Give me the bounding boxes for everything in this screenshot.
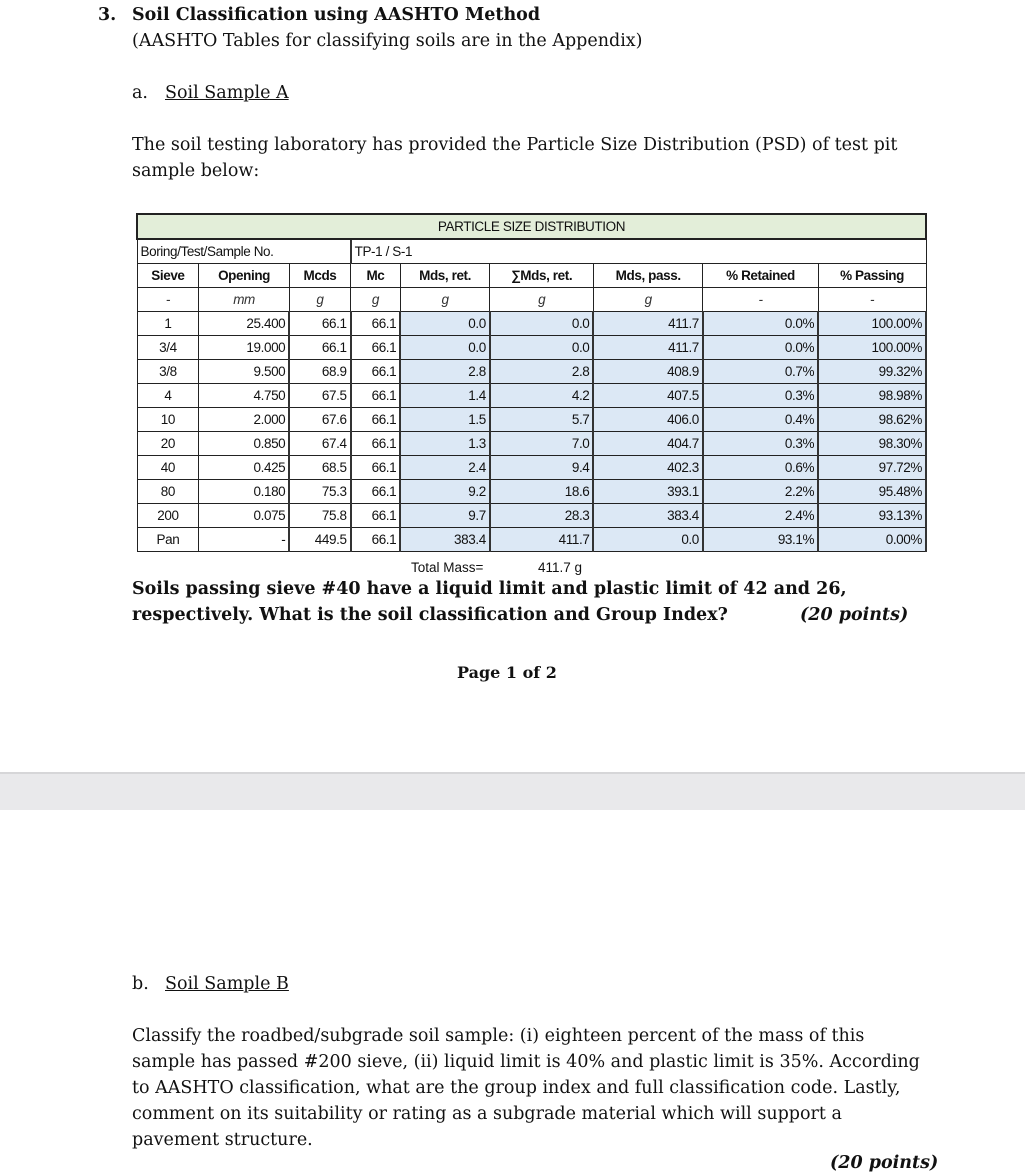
table-row [137, 360, 926, 384]
table-cell: 9.500 [199, 360, 289, 384]
table-cell: 98.62% [818, 408, 926, 432]
table-cell: 200 [137, 504, 199, 528]
table-cell: 66.1 [289, 312, 350, 336]
table-row [137, 408, 926, 432]
table-row [137, 480, 926, 504]
table-cell: 75.8 [289, 504, 350, 528]
table-cell: 1.3 [400, 432, 490, 456]
table-cell: 66.1 [351, 432, 401, 456]
table-cell: 2.2% [703, 480, 818, 504]
part-a-question: Soils passing sieve #40 have a liquid limit and plastic limit of 42 and 26, respectively. What is the soil classification and Group Index? [132, 579, 847, 625]
table-cell: 407.5 [593, 384, 702, 408]
table-cell: 7.0 [490, 432, 594, 456]
table-cell: Pan [137, 528, 199, 552]
part-a-label: a. [132, 83, 148, 103]
table-cell: 5.7 [490, 408, 594, 432]
unit-cell: g [289, 288, 350, 312]
table-cell: 2.000 [199, 408, 289, 432]
table-cell: 1.5 [400, 408, 490, 432]
table-cell: 67.4 [289, 432, 350, 456]
unit-cell: - [703, 288, 818, 312]
table-cell: 68.5 [289, 456, 350, 480]
table-cell: 0.180 [199, 480, 289, 504]
column-header: Mc [351, 264, 401, 288]
table-cell: 0.0% [703, 312, 818, 336]
table-cell: 383.4 [593, 504, 702, 528]
table-cell: 3/8 [137, 360, 199, 384]
unit-cell: g [351, 288, 401, 312]
unit-cell: - [137, 288, 199, 312]
column-header: Mds, ret. [400, 264, 490, 288]
table-cell: 66.1 [289, 336, 350, 360]
table-cell: 0.0 [490, 312, 594, 336]
table-cell: 67.5 [289, 384, 350, 408]
table-cell: 406.0 [593, 408, 702, 432]
table-cell: 100.00% [818, 312, 926, 336]
table-cell: 9.2 [400, 480, 490, 504]
table-cell: 0.4% [703, 408, 818, 432]
column-header: ∑Mds, ret. [490, 264, 594, 288]
table-row [137, 312, 926, 336]
table-cell: 75.3 [289, 480, 350, 504]
table-cell: 402.3 [593, 456, 702, 480]
table-row [137, 432, 926, 456]
page-separator [0, 772, 1025, 810]
unit-cell: g [593, 288, 702, 312]
table-cell: 0.075 [199, 504, 289, 528]
total-mass-value: 411.7 g [538, 560, 583, 575]
table-cell: 411.7 [490, 528, 594, 552]
table-cell: 40 [137, 456, 199, 480]
column-header: Sieve [137, 264, 199, 288]
table-cell: 0.0% [703, 336, 818, 360]
total-mass-label: Total Mass= [411, 560, 484, 575]
part-b-heading: Soil Sample B [165, 974, 289, 994]
table-cell: 411.7 [593, 336, 702, 360]
column-header: Mcds [289, 264, 350, 288]
unit-cell: g [490, 288, 594, 312]
table-cell: 0.0 [400, 336, 490, 360]
table-cell: 99.32% [818, 360, 926, 384]
table-cell: 0.6% [703, 456, 818, 480]
psd-table [136, 213, 927, 552]
unit-cell: g [400, 288, 490, 312]
table-cell: 98.30% [818, 432, 926, 456]
table-cell: 80 [137, 480, 199, 504]
question-subtitle: (AASHTO Tables for classifying soils are in the Appendix) [132, 31, 643, 51]
table-cell: 411.7 [593, 312, 702, 336]
table-cell: 4 [137, 384, 199, 408]
table-cell: 3/4 [137, 336, 199, 360]
table-cell: 20 [137, 432, 199, 456]
table-cell: 9.4 [490, 456, 594, 480]
table-cell: 100.00% [818, 336, 926, 360]
part-a-points: (20 points) [800, 605, 909, 625]
table-cell: 1.4 [400, 384, 490, 408]
column-header: % Passing [818, 264, 926, 288]
table-cell: 0.00% [818, 528, 926, 552]
table-cell: 10 [137, 408, 199, 432]
table-row [137, 528, 926, 552]
table-cell: 408.9 [593, 360, 702, 384]
unit-cell: - [818, 288, 926, 312]
unit-cell: mm [199, 288, 289, 312]
table-cell: 0.7% [703, 360, 818, 384]
table-cell: 66.1 [351, 456, 401, 480]
question-title: Soil Classification using AASHTO Method [132, 5, 541, 25]
table-cell: 0.3% [703, 432, 818, 456]
table-cell: 66.1 [351, 384, 401, 408]
table-cell: 66.1 [351, 480, 401, 504]
table-cell: 0.3% [703, 384, 818, 408]
table-cell: 93.13% [818, 504, 926, 528]
table-row [137, 336, 926, 360]
part-b-label: b. [132, 974, 149, 994]
sample-label: Boring/Test/Sample No. [137, 239, 351, 264]
table-cell: 18.6 [490, 480, 594, 504]
table-cell: 2.8 [400, 360, 490, 384]
table-cell: 66.1 [351, 336, 401, 360]
table-row [137, 504, 926, 528]
part-a-heading: Soil Sample A [165, 83, 289, 103]
table-cell: 2.4% [703, 504, 818, 528]
table-cell: 9.7 [400, 504, 490, 528]
table-row [137, 456, 926, 480]
table-cell: 66.1 [351, 312, 401, 336]
table-row [137, 384, 926, 408]
table-cell: 67.6 [289, 408, 350, 432]
table-cell: 2.8 [490, 360, 594, 384]
table-cell: 4.2 [490, 384, 594, 408]
table-cell: 393.1 [593, 480, 702, 504]
table-cell: 0.0 [400, 312, 490, 336]
table-cell: 4.750 [199, 384, 289, 408]
table-cell: 25.400 [199, 312, 289, 336]
column-header: Mds, pass. [593, 264, 702, 288]
table-cell: 66.1 [351, 360, 401, 384]
table-cell: 66.1 [351, 528, 401, 552]
table-cell: 68.9 [289, 360, 350, 384]
table-cell: 93.1% [703, 528, 818, 552]
part-a-intro: The soil testing laboratory has provided the Particle Size Distribution (PSD) of test pit sample below: [132, 135, 898, 181]
table-cell: 98.98% [818, 384, 926, 408]
table-cell: 28.3 [490, 504, 594, 528]
table-cell: 2.4 [400, 456, 490, 480]
table-cell: 383.4 [400, 528, 490, 552]
table-cell: 0.425 [199, 456, 289, 480]
table-cell: - [199, 528, 289, 552]
table-cell: 0.0 [593, 528, 702, 552]
column-header: % Retained [703, 264, 818, 288]
table-cell: 66.1 [351, 504, 401, 528]
table-cell: 404.7 [593, 432, 702, 456]
question-number: 3. [98, 5, 117, 25]
table-cell: 97.72% [818, 456, 926, 480]
table-cell: 66.1 [351, 408, 401, 432]
part-b-points: (20 points) [830, 1153, 939, 1173]
table-cell: 95.48% [818, 480, 926, 504]
page-footer: Page 1 of 2 [457, 663, 557, 682]
table-cell: 1 [137, 312, 199, 336]
table-cell: 449.5 [289, 528, 350, 552]
part-b-text: Classify the roadbed/subgrade soil sample: (i) eighteen percent of the mass of this sample has passed #200 sieve, (ii) liquid limit is 40% and plastic limit is 35%. According to AASHTO classification, what are the group index and full classification code. Lastly, comment on its suitability or rating as a subgrade material which will support a pavement structure. [132, 1026, 920, 1150]
table-title: PARTICLE SIZE DISTRIBUTION [137, 214, 926, 239]
table-cell: 19.000 [199, 336, 289, 360]
sample-value: TP-1 / S-1 [351, 239, 926, 264]
table-cell: 0.0 [490, 336, 594, 360]
column-header: Opening [199, 264, 289, 288]
table-cell: 0.850 [199, 432, 289, 456]
